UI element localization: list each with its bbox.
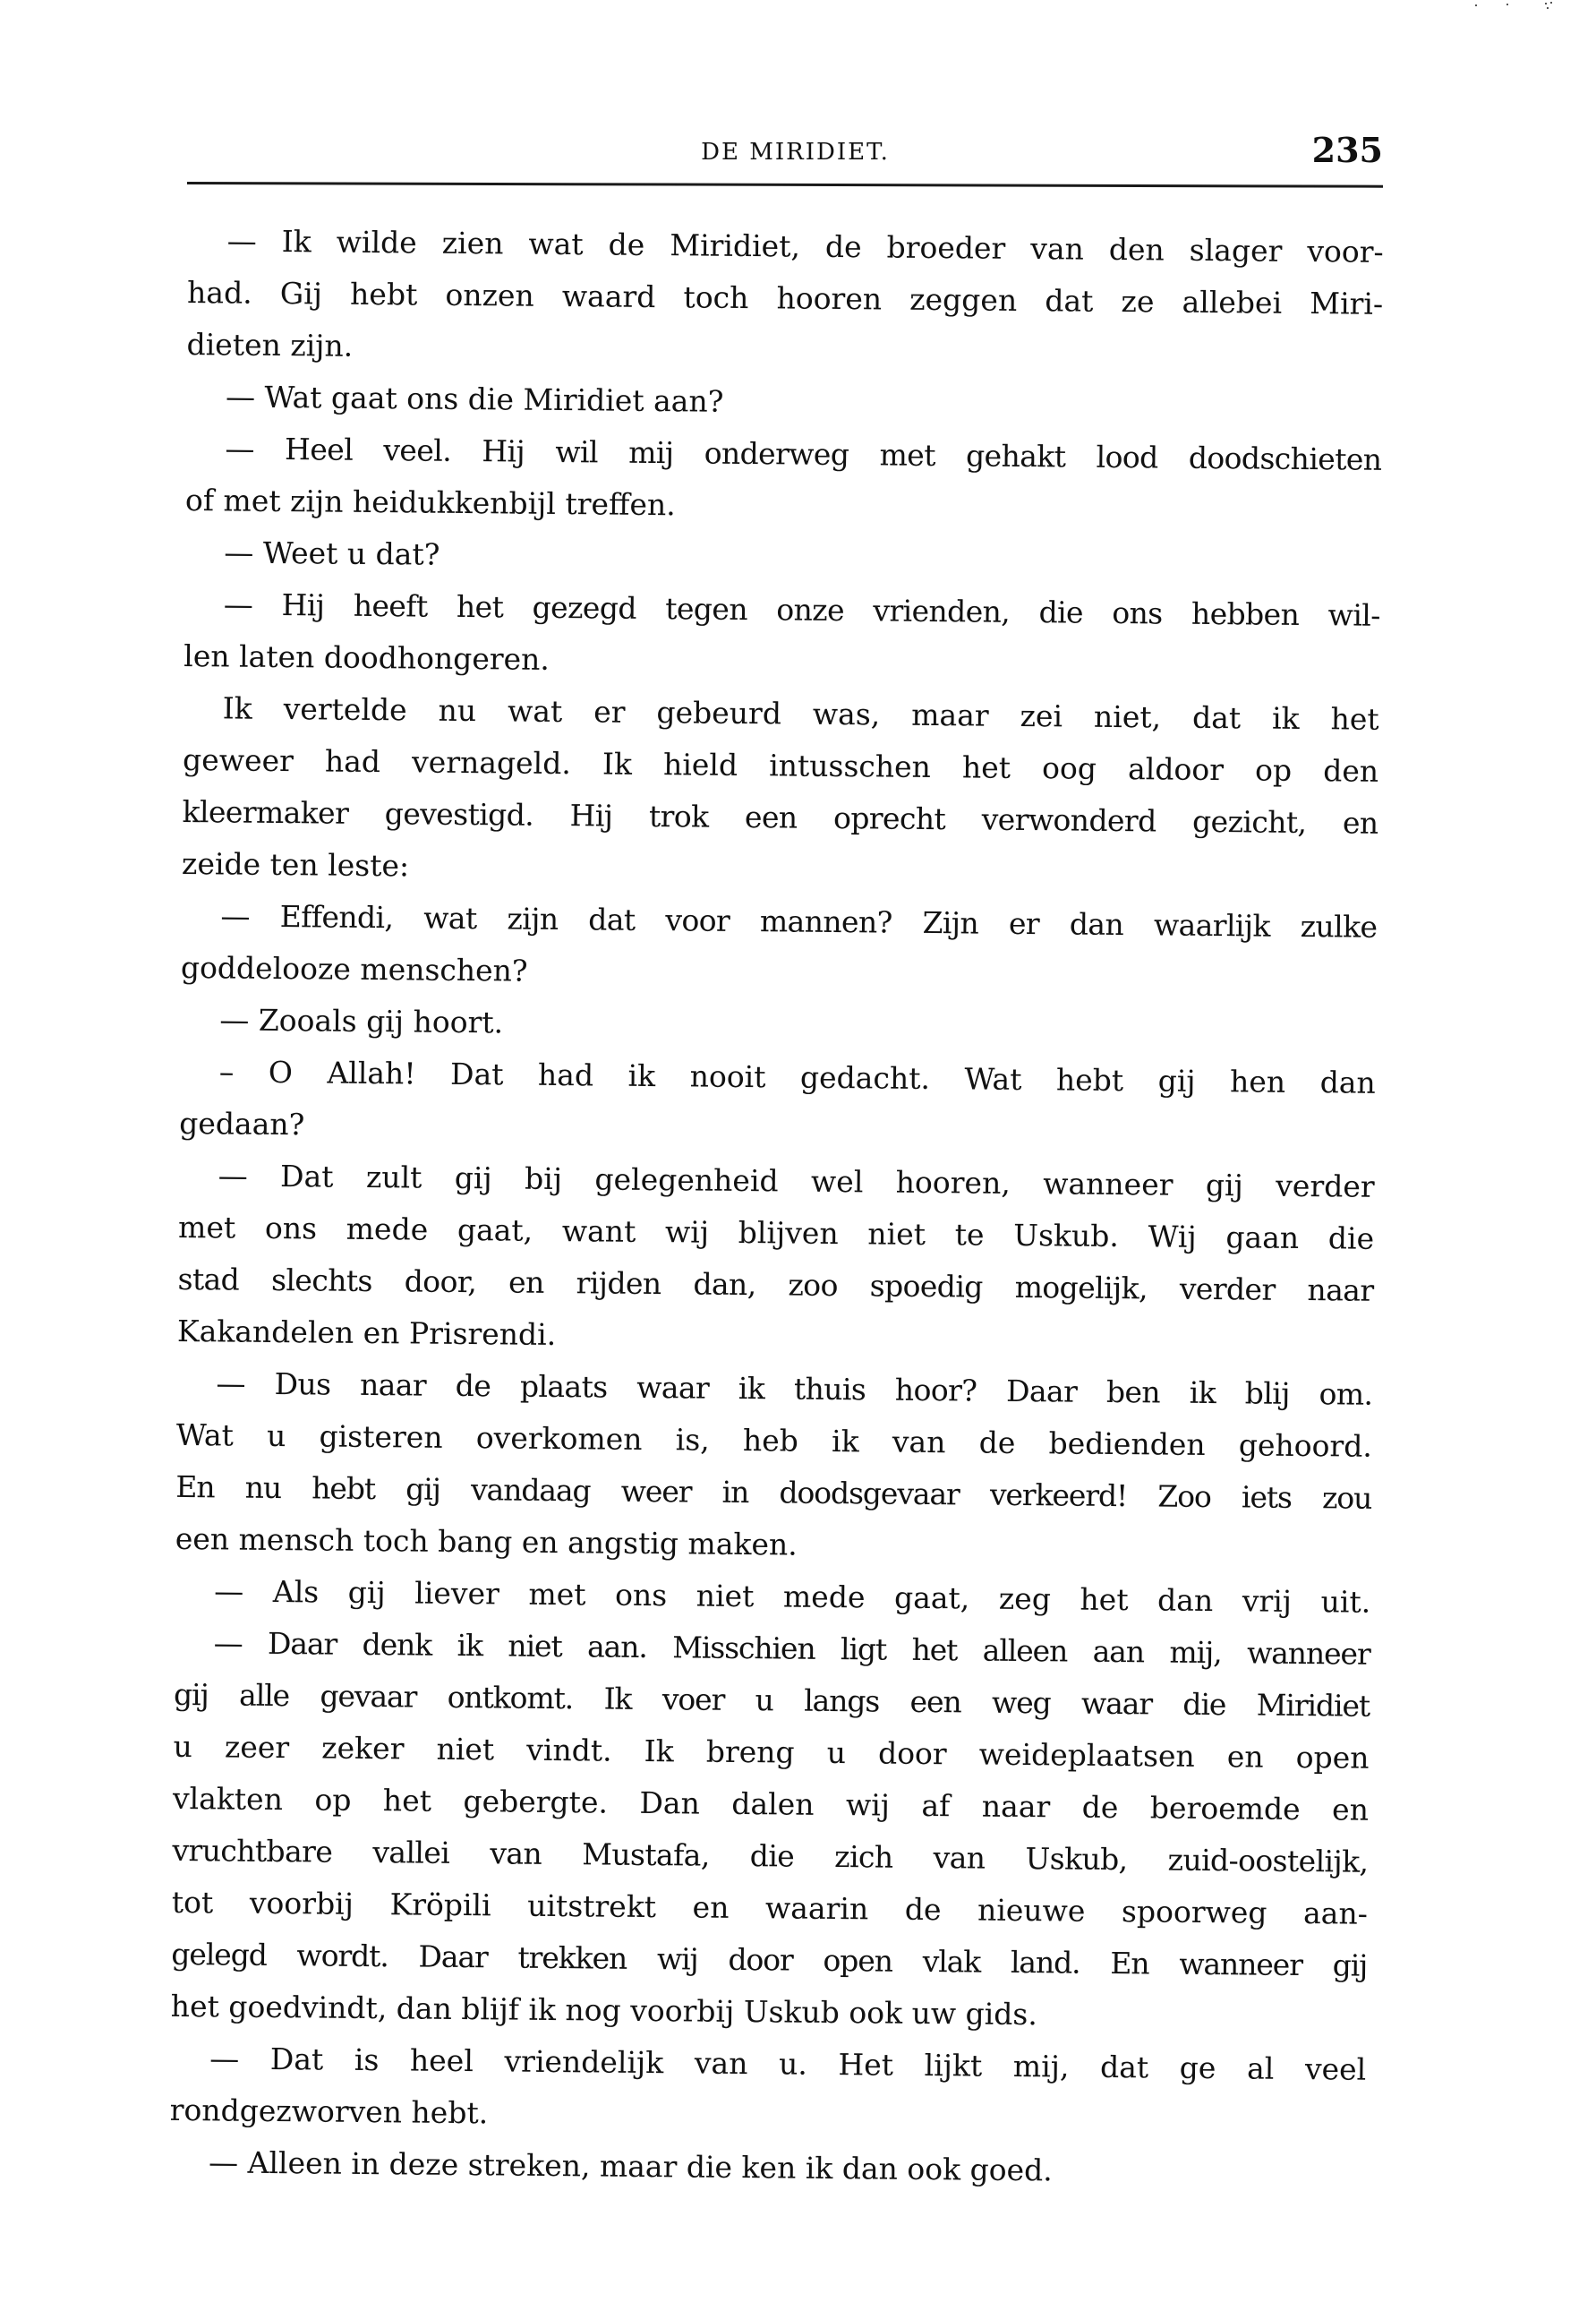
text-line: had. Gij hebt onzen waard toch hooren zeggen dat ze allebei Miri- bbox=[186, 274, 1384, 321]
text-line: met ons mede gaat, want wij blijven niet te Uskub. Wij gaan die bbox=[177, 1209, 1375, 1256]
text-line: — Zooals gij hoort. bbox=[219, 1002, 504, 1040]
header-rule-divider bbox=[187, 182, 1383, 188]
text-line: zeide ten leste: bbox=[181, 845, 410, 884]
running-head bbox=[190, 130, 1383, 174]
text-line: vruchtbare vallei van Mustafa, die zich van Uskub, zuid-oostelijk, bbox=[172, 1832, 1369, 1879]
text-line: len laten doodhongeren. bbox=[183, 638, 550, 677]
text-line: En nu hebt gij vandaag weer in doodsgevaar verkeerd! Zoo iets zou bbox=[175, 1468, 1372, 1516]
text-line: — Heel veel. Hij wil mij onderweg met gehakt lood doodschieten bbox=[225, 431, 1382, 477]
scan-speck bbox=[1545, 3, 1547, 4]
text-line: — Effendi, wat zijn dat voor mannen? Zijn er dan waarlijk zulke bbox=[220, 898, 1378, 945]
text-line: u zeer zeker niet vindt. Ik breng u door weideplaatsen en open bbox=[173, 1728, 1370, 1776]
text-line: een mensch toch bang en angstig maken. bbox=[175, 1520, 798, 1562]
text-line: Kakandelen en Prisrendi. bbox=[176, 1313, 557, 1353]
text-line: Ik vertelde nu wat er gebeurd was, maar zei niet, dat ik het bbox=[222, 690, 1379, 737]
scan-speck bbox=[1506, 4, 1508, 5]
text-line: stad slechts door, en rijden dan, zoo spoedig mogelijk, verder naar bbox=[177, 1261, 1374, 1308]
text-line: – O Allah! Dat had ik nooit gedacht. Wat hebt gij hen dan bbox=[218, 1054, 1376, 1100]
text-line: — Daar denk ik niet aan. Misschien ligt het alleen aan mij, wanneer bbox=[213, 1625, 1370, 1672]
text-line: vlakten op het gebergte. Dan dalen wij af naar de beroemde en bbox=[172, 1780, 1370, 1827]
text-line: dieten zijn. bbox=[186, 326, 354, 364]
text-line: — Als gij liever met ons niet mede gaat, zeg het dan vrij uit. bbox=[214, 1573, 1371, 1620]
scan-speck bbox=[1550, 2, 1552, 4]
text-line: kleermaker gevestigd. Hij trok een oprecht verwonderd gezicht, en bbox=[182, 793, 1378, 841]
text-line: gelegd wordt. Daar trekken wij door open vlak land. En wanneer gij bbox=[171, 1936, 1368, 1983]
scan-speck bbox=[1475, 4, 1477, 6]
text-line: of met zijn heidukkenbijl treffen. bbox=[184, 482, 676, 523]
text-line: — Alleen in deze streken, maar die ken ik dan ook goed. bbox=[208, 2144, 1053, 2188]
text-line: geweer had vernageld. Ik hield intusschen het oog aldoor op den bbox=[182, 741, 1379, 789]
page-number: 235 bbox=[1311, 130, 1383, 170]
text-line: — Dat zult gij bij gelegenheid wel hooren, wanneer gij verder bbox=[218, 1158, 1375, 1204]
text-line: Wat u gisteren overkomen is, heb ik van de bedienden gehoord. bbox=[175, 1416, 1373, 1464]
text-line: — Dat is heel vriendelijk van u. Het lijkt mij, dat ge al veel bbox=[209, 2041, 1367, 2087]
running-head-title: DE MIRIDIET. bbox=[701, 139, 890, 166]
text-line: — Hij heeft het gezegd tegen onze vrienden, die ons hebben wil- bbox=[223, 586, 1380, 633]
text-line: rondgezworven hebt. bbox=[169, 2092, 489, 2131]
text-line: goddelooze menschen? bbox=[180, 949, 528, 988]
text-line: gedaan? bbox=[179, 1105, 305, 1142]
text-line: — Ik wilde zien wat de Miridiet, de broeder van den slager voor- bbox=[226, 223, 1384, 270]
text-line: — Weet u dat? bbox=[224, 535, 440, 572]
text-line: tot voorbij Kröpili uitstrekt en waarin de nieuwe spoorweg aan- bbox=[171, 1884, 1369, 1931]
text-line: — Dus naar de plaats waar ik thuis hoor? Daar ben ik blij om. bbox=[216, 1365, 1373, 1412]
body-text bbox=[169, 215, 1384, 2200]
text-line: het goedvindt, dan blijf ik nog voorbij Uskub ook uw gids. bbox=[170, 1988, 1038, 2032]
text-line: — Wat gaat ons die Miridiet aan? bbox=[225, 379, 724, 419]
text-line: gij alle gevaar ontkomt. Ik voer u langs een weg waar die Miridiet bbox=[173, 1676, 1370, 1724]
scan-speck bbox=[1547, 7, 1549, 9]
